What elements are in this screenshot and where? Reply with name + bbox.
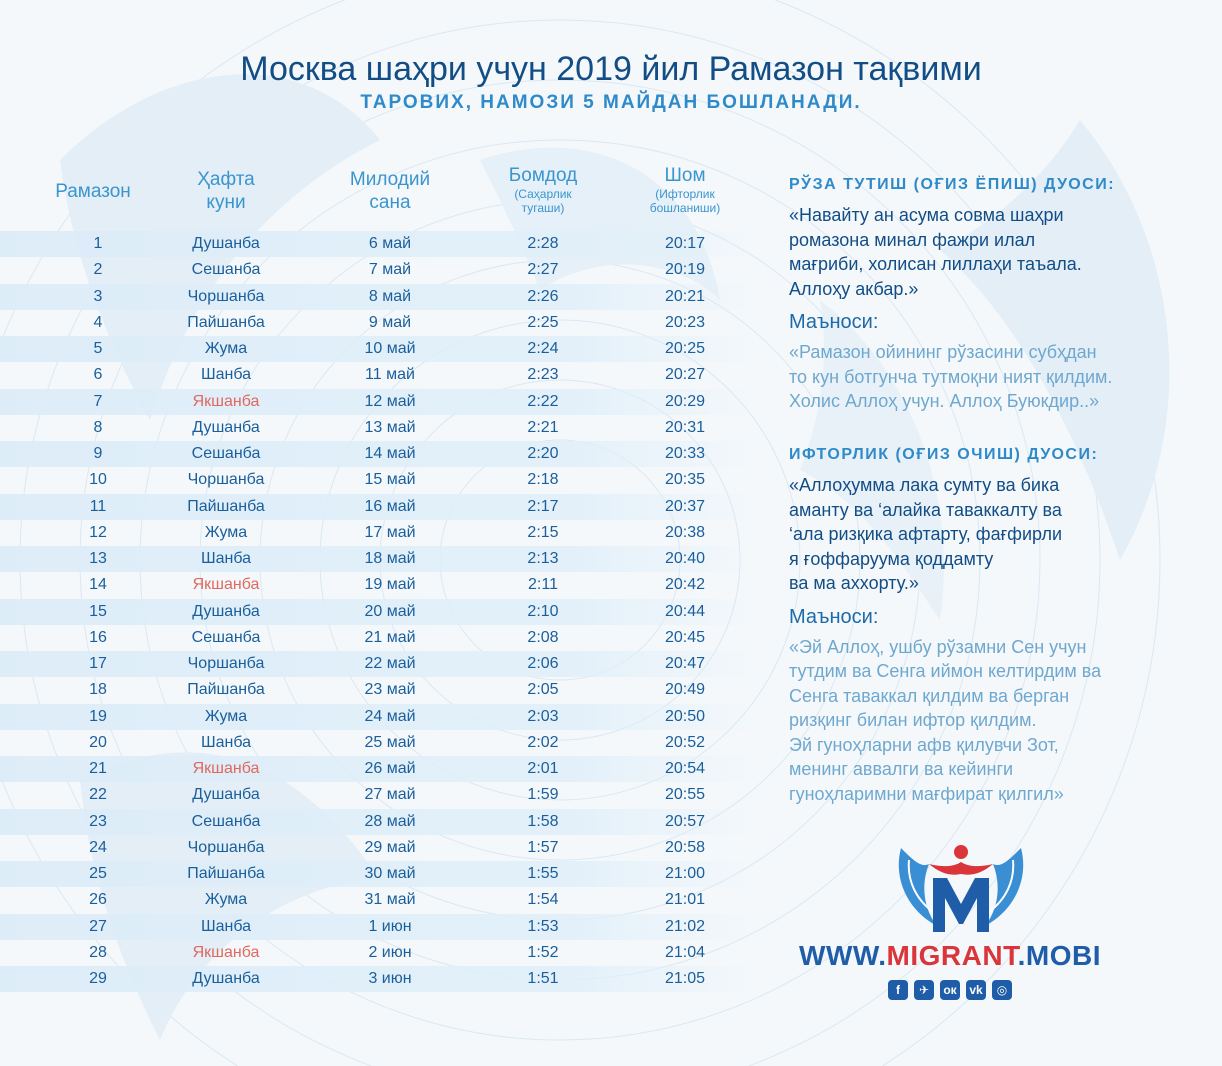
weekday-cell: Душанба xyxy=(192,602,260,620)
weekday-cell: Жума xyxy=(204,707,248,725)
table-row xyxy=(0,415,760,441)
date-cell: 20 май xyxy=(364,602,416,620)
schedule-table xyxy=(0,231,760,992)
maghrib-time-cell: 20:45 xyxy=(664,628,706,646)
date-cell: 3 июн xyxy=(368,970,412,987)
table-row xyxy=(0,704,760,730)
ramazon-day-cell: 25 xyxy=(89,865,107,882)
text-line: Эй гуноҳларни афв қилувчи Зот, xyxy=(789,734,1059,755)
header-maghrib-label: Шом xyxy=(664,165,706,186)
ramazon-day-cell: 15 xyxy=(89,602,107,620)
weekday-cell: Сешанба xyxy=(191,261,261,279)
maghrib-time-cell: 21:05 xyxy=(664,970,706,987)
ramazon-day-cell: 5 xyxy=(93,340,103,357)
date-cell: 16 май xyxy=(364,497,416,515)
fajr-time-cell: 2:01 xyxy=(527,760,559,777)
ramazon-day-cell: 22 xyxy=(89,786,107,804)
date-cell: 31 май xyxy=(364,891,416,909)
table-row xyxy=(0,861,760,887)
weekday-cell: Сешанба xyxy=(191,628,261,646)
weekday-cell: Якшанба xyxy=(192,760,260,777)
date-cell: 23 май xyxy=(364,681,416,699)
weekday-cell: Душанба xyxy=(192,970,260,987)
ramazon-day-cell: 21 xyxy=(89,760,107,777)
maghrib-time-cell: 20:17 xyxy=(664,235,706,252)
weekday-cell: Шанба xyxy=(200,550,252,567)
fajr-time-cell: 1:59 xyxy=(527,786,559,804)
weekday-cell: Чоршанба xyxy=(187,838,265,856)
table-row xyxy=(0,310,760,336)
text-line: менинг аввалги ва кейинги xyxy=(789,759,1014,779)
table-row xyxy=(0,835,760,861)
maghrib-time-cell: 20:58 xyxy=(664,838,706,856)
fajr-time-cell: 2:18 xyxy=(527,471,559,489)
iftar-dua xyxy=(789,473,1199,596)
website-name: MIGRANT xyxy=(886,940,1018,971)
header-maghrib-sub2: бошланиши) xyxy=(649,201,721,215)
table-row xyxy=(0,546,760,572)
odnoklassniki-icon[interactable]: ок xyxy=(940,980,960,1000)
maghrib-time-cell: 20:44 xyxy=(664,602,706,620)
table-row xyxy=(0,284,760,310)
table-row xyxy=(0,651,760,677)
ramazon-day-cell: 19 xyxy=(89,707,107,725)
migrant-logo xyxy=(893,838,1029,938)
header-maghrib-sub1: (Ифторлик xyxy=(655,187,715,201)
fajr-time-cell: 1:54 xyxy=(527,891,559,909)
date-cell: 11 май xyxy=(365,366,415,384)
table-row xyxy=(0,940,760,966)
ramazon-day-cell: 17 xyxy=(89,655,107,672)
weekday-cell: Шанба xyxy=(200,917,252,935)
weekday-cell: Чоршанба xyxy=(187,471,265,489)
date-cell: 10 май xyxy=(364,340,416,357)
fajr-time-cell: 2:06 xyxy=(527,655,559,672)
date-cell: 14 май xyxy=(364,445,416,462)
fajr-time-cell: 1:58 xyxy=(527,812,559,830)
weekday-cell: Якшанба xyxy=(192,943,260,961)
ramazon-day-cell: 11 xyxy=(89,497,107,515)
maghrib-time-cell: 20:25 xyxy=(664,340,706,357)
text-line: «Рамазон ойининг рўзасини субҳдан xyxy=(789,342,1097,362)
maghrib-time-cell: 20:49 xyxy=(664,681,706,699)
table-row xyxy=(0,336,760,362)
fajr-time-cell: 2:03 xyxy=(527,707,559,725)
social-links xyxy=(888,980,1012,1000)
header-fajr xyxy=(488,164,598,215)
maghrib-time-cell: 20:33 xyxy=(664,445,706,462)
table-row xyxy=(0,756,760,782)
text-line: Холис Аллоҳ учун. Аллоҳ Буюкдир..» xyxy=(789,391,1100,411)
fajr-time-cell: 2:17 xyxy=(527,497,559,515)
table-row xyxy=(0,625,760,651)
table-row xyxy=(0,389,760,415)
fajr-time-cell: 2:24 xyxy=(527,340,559,357)
text-line: я ғоффаруума қоддамту xyxy=(789,548,994,569)
ramazon-day-cell: 20 xyxy=(89,733,107,751)
date-cell: 13 май xyxy=(364,418,416,436)
vk-icon[interactable]: vk xyxy=(966,980,986,1000)
maghrib-time-cell: 20:19 xyxy=(664,261,706,279)
date-cell: 21 май xyxy=(364,628,416,646)
table-row xyxy=(0,362,760,388)
table-row xyxy=(0,887,760,913)
suhoor-section xyxy=(789,176,1199,414)
iftar-meaning-label: Маъноси: xyxy=(789,605,879,628)
fajr-time-cell: 2:21 xyxy=(527,418,559,436)
weekday-cell: Пайшанба xyxy=(187,865,265,882)
text-line: то кун ботгунча тутмоқни ният қилдим. xyxy=(789,366,1113,387)
ramazon-day-cell: 12 xyxy=(89,523,107,541)
fajr-time-cell: 1:52 xyxy=(527,943,559,961)
maghrib-time-cell: 20:27 xyxy=(664,366,706,384)
ramazon-day-cell: 16 xyxy=(89,628,107,646)
date-cell: 12 май xyxy=(364,392,416,410)
text-line: мағриби, холисан лиллаҳи таъала. xyxy=(789,254,1082,274)
fajr-time-cell: 2:28 xyxy=(527,235,559,252)
table-row xyxy=(0,730,760,756)
maghrib-time-cell: 20:23 xyxy=(664,313,706,331)
weekday-cell: Душанба xyxy=(192,235,260,252)
text-line: ‘ала ризқика афтарту, фағфирли xyxy=(789,524,1062,544)
text-line: «Эй Аллоҳ, ушбу рўзамни Сен учун xyxy=(789,636,1087,657)
header-fajr-sub2: тугаши) xyxy=(521,201,565,215)
date-cell: 30 май xyxy=(364,865,416,882)
fajr-time-cell: 2:02 xyxy=(527,733,559,751)
header-date-line2: сана xyxy=(369,192,411,213)
maghrib-time-cell: 21:04 xyxy=(664,943,706,961)
ramazon-day-cell: 18 xyxy=(89,681,107,699)
maghrib-time-cell: 20:21 xyxy=(664,287,706,305)
ramazon-day-cell: 4 xyxy=(93,313,103,331)
fajr-time-cell: 2:23 xyxy=(527,366,559,384)
maghrib-time-cell: 20:42 xyxy=(664,576,706,594)
weekday-cell: Шанба xyxy=(200,366,252,384)
date-cell: 19 май xyxy=(364,576,416,594)
date-cell: 8 май xyxy=(368,287,412,305)
telegram-icon[interactable]: ✈ xyxy=(914,980,934,1000)
fajr-time-cell: 2:08 xyxy=(527,628,559,646)
suhoor-meaning-label: Маъноси: xyxy=(789,311,879,333)
weekday-cell: Пайшанба xyxy=(187,497,265,515)
fajr-time-cell: 2:10 xyxy=(527,602,559,620)
maghrib-time-cell: 20:50 xyxy=(664,707,706,725)
date-cell: 27 май xyxy=(364,786,416,804)
date-cell: 7 май xyxy=(368,261,412,279)
header-fajr-sub1: (Саҳарлик xyxy=(514,187,572,201)
page-subtitle: ТАРОВИХ, НАМОЗИ 5 МАЙДАН БОШЛАНАДИ. xyxy=(360,92,862,113)
date-cell: 2 июн xyxy=(368,943,412,961)
date-cell: 29 май xyxy=(364,838,416,856)
weekday-cell: Жума xyxy=(204,340,248,357)
weekday-cell: Пайшанба xyxy=(187,313,265,331)
maghrib-time-cell: 20:55 xyxy=(664,786,706,804)
ramazon-day-cell: 10 xyxy=(89,471,107,489)
website-suffix: .MOBI xyxy=(1017,940,1101,971)
maghrib-time-cell: 20:40 xyxy=(664,550,706,567)
weekday-cell: Шанба xyxy=(200,733,252,751)
weekday-cell: Якшанба xyxy=(192,392,260,410)
weekday-cell: Жума xyxy=(204,523,248,541)
table-row xyxy=(0,966,760,992)
ramazon-day-cell: 7 xyxy=(93,392,103,410)
fajr-time-cell: 2:11 xyxy=(528,576,558,594)
weekday-cell: Чоршанба xyxy=(187,287,265,305)
suhoor-dua xyxy=(789,203,1199,301)
text-line: ромазона минал фажри илал xyxy=(789,229,1036,250)
ramazon-day-cell: 1 xyxy=(93,235,103,252)
ramazon-day-cell: 8 xyxy=(93,418,103,436)
text-line: Аллоҳу акбар.» xyxy=(789,278,919,299)
maghrib-time-cell: 21:01 xyxy=(664,891,706,909)
fajr-time-cell: 2:25 xyxy=(527,313,559,331)
ramazon-day-cell: 9 xyxy=(93,445,103,462)
ramazon-day-cell: 3 xyxy=(93,287,103,305)
website-link[interactable] xyxy=(780,940,1120,972)
iftar-section xyxy=(789,446,1199,806)
maghrib-time-cell: 20:37 xyxy=(664,497,706,515)
weekday-cell: Сешанба xyxy=(191,445,261,462)
text-line: тутдим ва Сенга иймон келтирдим ва xyxy=(789,661,1102,681)
weekday-cell: Чоршанба xyxy=(187,655,265,672)
fajr-time-cell: 2:05 xyxy=(527,681,559,699)
maghrib-time-cell: 20:31 xyxy=(664,418,706,436)
weekday-cell: Пайшанба xyxy=(187,681,265,699)
header-weekday-line2: куни xyxy=(206,192,246,213)
date-cell: 28 май xyxy=(364,812,416,830)
table-row xyxy=(0,467,760,493)
facebook-icon[interactable]: f xyxy=(888,980,908,1000)
date-cell: 25 май xyxy=(364,733,416,751)
table-row xyxy=(0,677,760,703)
maghrib-time-cell: 20:29 xyxy=(664,392,706,410)
ramazon-day-cell: 13 xyxy=(89,550,107,567)
text-line: «Навайту ан асума совма шаҳри xyxy=(789,205,1064,225)
table-row xyxy=(0,572,760,598)
table-row xyxy=(0,599,760,625)
text-line: ва ма аххорту.» xyxy=(789,573,919,593)
date-cell: 1 июн xyxy=(368,917,412,935)
fajr-time-cell: 1:53 xyxy=(527,917,559,935)
header-weekday xyxy=(166,168,286,214)
maghrib-time-cell: 20:38 xyxy=(664,523,706,541)
website-prefix: WWW. xyxy=(799,940,887,971)
text-line: «Аллоҳумма лака сумту ва бика xyxy=(789,475,1060,495)
date-cell: 22 май xyxy=(364,655,416,672)
ramazon-day-cell: 28 xyxy=(89,943,107,961)
maghrib-time-cell: 20:57 xyxy=(664,812,706,830)
fajr-time-cell: 1:55 xyxy=(527,865,559,882)
maghrib-time-cell: 21:00 xyxy=(664,865,706,882)
header-fajr-label: Бомдод xyxy=(508,165,578,186)
header-weekday-line1: Ҳафта xyxy=(197,169,255,190)
fajr-time-cell: 2:15 xyxy=(527,523,559,541)
ramazon-day-cell: 27 xyxy=(89,917,107,935)
ramazon-day-cell: 29 xyxy=(89,970,107,987)
instagram-icon[interactable]: ◎ xyxy=(992,980,1012,1000)
table-row xyxy=(0,494,760,520)
date-cell: 24 май xyxy=(364,707,416,725)
fajr-time-cell: 1:51 xyxy=(527,970,559,987)
text-line: гуноҳларимни мағфират қилгил» xyxy=(789,783,1064,804)
weekday-cell: Якшанба xyxy=(192,576,260,594)
table-row xyxy=(0,914,760,940)
table-row xyxy=(0,231,760,257)
fajr-time-cell: 2:20 xyxy=(527,445,559,462)
date-cell: 26 май xyxy=(364,760,416,777)
maghrib-time-cell: 20:54 xyxy=(664,760,706,777)
weekday-cell: Душанба xyxy=(192,418,260,436)
suhoor-meaning xyxy=(789,340,1199,414)
table-row xyxy=(0,809,760,835)
fajr-time-cell: 2:13 xyxy=(527,550,559,567)
table-row xyxy=(0,782,760,808)
header-maghrib xyxy=(630,164,740,215)
date-cell: 6 май xyxy=(368,235,412,252)
table-row xyxy=(0,257,760,283)
ramazon-day-cell: 26 xyxy=(89,891,107,909)
fajr-time-cell: 2:22 xyxy=(527,392,559,410)
table-row xyxy=(0,441,760,467)
ramazon-day-cell: 14 xyxy=(89,576,107,594)
maghrib-time-cell: 21:02 xyxy=(664,917,706,935)
header-ramazon-label: Рамазон xyxy=(55,181,131,202)
date-cell: 18 май xyxy=(364,550,416,567)
date-cell: 15 май xyxy=(364,471,416,489)
fajr-time-cell: 2:27 xyxy=(527,261,559,279)
ramazon-day-cell: 6 xyxy=(93,366,103,384)
text-line: аманту ва ‘алайка таваккалту ва xyxy=(789,499,1062,520)
ramazon-day-cell: 23 xyxy=(89,812,107,830)
ramazon-day-cell: 24 xyxy=(89,838,107,856)
maghrib-time-cell: 20:52 xyxy=(664,733,706,751)
fajr-time-cell: 1:57 xyxy=(527,838,559,856)
date-cell: 17 май xyxy=(364,523,416,541)
header-date-line1: Милодий xyxy=(349,169,431,190)
maghrib-time-cell: 20:35 xyxy=(664,471,706,489)
weekday-cell: Сешанба xyxy=(191,812,261,830)
iftar-title: ИФТОРЛИК (ОҒИЗ ОЧИШ) ДУОСИ: xyxy=(789,446,1099,463)
date-cell: 9 май xyxy=(368,313,412,331)
suhoor-title: РЎЗА ТУТИШ (ОҒИЗ ЁПИШ) ДУОСИ: xyxy=(789,176,1116,193)
weekday-cell: Душанба xyxy=(192,786,260,804)
text-line: Сенга таваккал қилдим ва берган xyxy=(789,685,1070,706)
text-line: ризқинг билан ифтор қилдим. xyxy=(789,710,1037,730)
fajr-time-cell: 2:26 xyxy=(527,287,559,305)
page-title: Москва шаҳри учун 2019 йил Рамазон тақвими xyxy=(240,50,982,88)
weekday-cell: Жума xyxy=(204,891,248,909)
table-row xyxy=(0,520,760,546)
maghrib-time-cell: 20:47 xyxy=(664,655,706,672)
iftar-meaning xyxy=(789,635,1199,807)
ramazon-day-cell: 2 xyxy=(93,261,103,279)
header-date xyxy=(330,168,450,214)
header-ramazon xyxy=(48,180,138,203)
